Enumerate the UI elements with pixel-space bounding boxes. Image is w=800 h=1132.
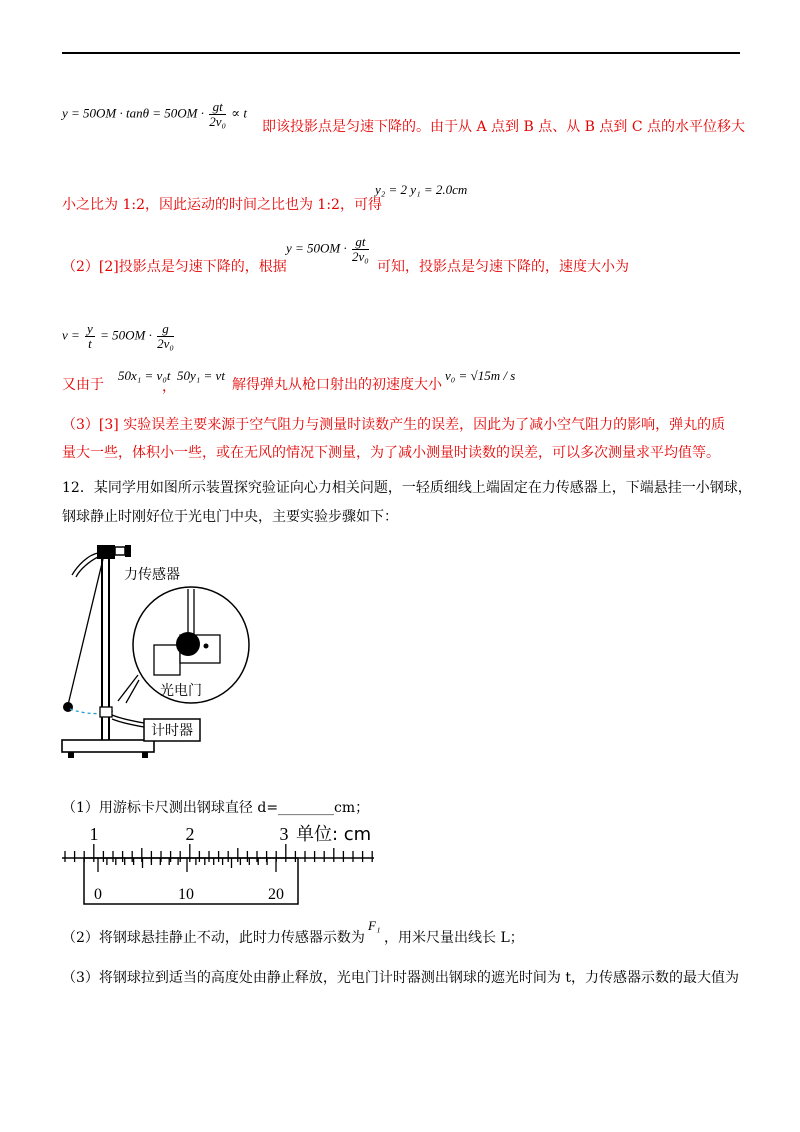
step-3: （3）将钢球拉到适当的高度处由静止释放，光电门计时器测出钢球的遮光时间为 t，力传感器示数的最大值为 [62,970,739,986]
equation-6: 50y₁ = vt [177,368,225,383]
step-2-start: （2）将钢球悬挂静止不动，此时力传感器示数为 [62,930,365,946]
vernier-label-20: 20 [268,886,284,903]
paragraph-2-start: （2）[2]投影点是匀速下降的，根据 [62,259,287,275]
main-label-3: 3 [279,824,289,844]
paragraph-3-start: 又由于 [62,377,104,393]
photogate-label: 光电门 [160,683,202,699]
caliper-unit: 单位: cm [296,824,372,845]
question-12-line-1: 12．某同学用如图所示装置探究验证向心力相关问题，一轻质细线上端固定在力传感器上，下端悬挂一小钢球， [62,480,752,496]
main-label-1: 1 [89,824,99,844]
equation-5: 50x₁ = v₀t [118,368,171,383]
vernier-label-0: 0 [94,886,102,903]
header-rule [62,52,740,54]
paragraph-1-line-2: 小之比为 1:2，因此运动的时间之比也为 1:2，可得 [62,197,382,213]
equation-4: v = $\frac{y}{t}$ = 50OM · $\frac{g}{\text{2v₀}}$ [62,321,174,351]
equation-1: y = 50OM · tanθ = 50OM · $\frac{gt}{\text{2v₀}}$ ∝ t [62,99,247,129]
step-1: （1）用游标卡尺测出钢球直径 d=________cm； [62,800,370,816]
paragraph-4-line-2: 量大一些，体积小一些，或在无风的情况下测量，为了减小测量时读数的误差，可以多次测量求平均值等。 [62,445,720,461]
comma: ， [162,379,176,395]
paragraph-3-middle: 解得弹丸从枪口射出的初速度大小 [232,377,442,393]
paragraph-4-line-1: （3）[3] 实验误差主要来源于空气阻力与测量时读数产生的误差，因此为了减小空气阻力的影响，弹丸的质 [62,417,726,433]
timer-label: 计时器 [151,723,193,739]
step-2-force-symbol: F₁ [368,918,381,933]
equation-7: v₀ = √15m / s [445,368,516,383]
sensor-label: 力传感器 [124,567,180,583]
main-label-2: 2 [185,824,195,844]
equation-2: y₂ = 2 y₁ = 2.0cm [375,182,468,197]
question-12-line-2: 钢球静止时刚好位于光电门中央，主要实验步骤如下： [62,509,398,525]
step-2-end: ，用米尺量出线长 L； [384,930,524,946]
equation-3: y = 50OM · $\frac{gt}{\text{2v₀}}$ [286,234,369,264]
apparatus-figure [58,535,268,765]
paragraph-2-end: 可知，投影点是匀速下降的，速度大小为 [377,259,629,275]
vernier-label-10: 10 [178,886,194,903]
paragraph-1-line-1: 即该投影点是匀速下降的。由于从 A 点到 B 点、从 B 点到 C 点的水平位移大 [262,119,745,135]
vernier-caliper [62,822,382,912]
